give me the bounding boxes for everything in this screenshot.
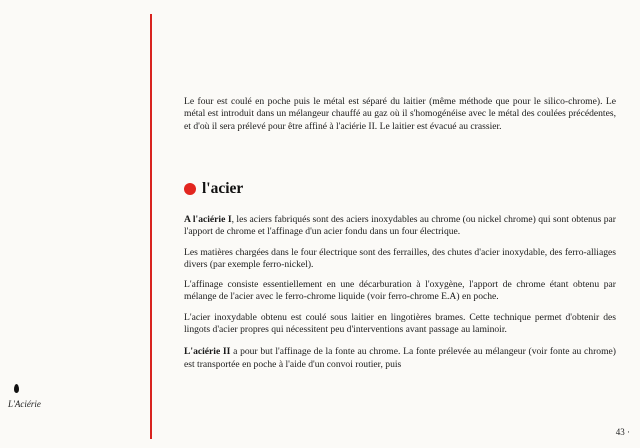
paragraph-acierie-2 [184, 346, 616, 371]
paragraph-acier-inox [184, 312, 616, 337]
paragraph-lead: A l'aciérie I [184, 214, 232, 225]
sidebar-marker-icon [14, 384, 19, 393]
red-bullet-icon [184, 183, 196, 195]
paragraph-text: a pour but l'affinage de la fonte au chrome. La fonte prélevée au mélangeur (voir fonte au chrome) est transportée en poche à l'aide d'un convoi routier, puis [184, 346, 616, 370]
intro-paragraph: Le four est coulé en poche puis le métal est séparé du laitier (même méthode que pour le silico-chrome). Le métal est introduit dans un mélangeur chauffé au gaz où il s'homogénéise avec le métal des coulées précédentes, et d'où il sera prélevé pour être affiné à l'aciérie II. Le laitier est évacué au crassier. [184, 96, 616, 132]
paragraph-text: Les matières chargées dans le four électrique sont des ferrailles, des chutes d'acier inoxydable, des ferro-alliages divers (par exemple ferro-nickel). [184, 246, 616, 270]
sidebar-label: L'Aciérie [8, 399, 41, 409]
paragraph-text: L'affinage consiste essentiellement en une décarburation à l'oxygène, l'apport de chrome étant obtenu par mélange de l'acier avec le ferro-chrome liquide (voir ferro-chrome E.A) en poche. [184, 279, 616, 303]
paragraph-acierie-1 [184, 214, 616, 239]
paragraph-text: L'acier inoxydable obtenu est coulé sous laitier en lingotières brames. Cette technique permet d'obtenir des lingots d'acier propres qui nécessitent peu d'interventions avant passage au laminoir. [184, 311, 616, 336]
section-heading [184, 180, 243, 198]
vertical-red-rule [150, 14, 152, 439]
paragraph-text: , les aciers fabriqués sont des aciers inoxydables au chrome (ou nickel chrome) qui sont obtenus par l'apport de chrome et l'affinage d'un acier fondu dans un four électrique. [184, 214, 616, 238]
paragraph-affinage [184, 279, 616, 304]
section-title: l'acier [202, 180, 244, 197]
intro-block [184, 96, 616, 133]
page-number: 43 · [615, 427, 630, 437]
paragraph-lead: L'aciérie II [184, 346, 231, 358]
paragraph-matieres [184, 247, 616, 272]
section-body [184, 214, 616, 371]
sidebar [8, 384, 41, 409]
